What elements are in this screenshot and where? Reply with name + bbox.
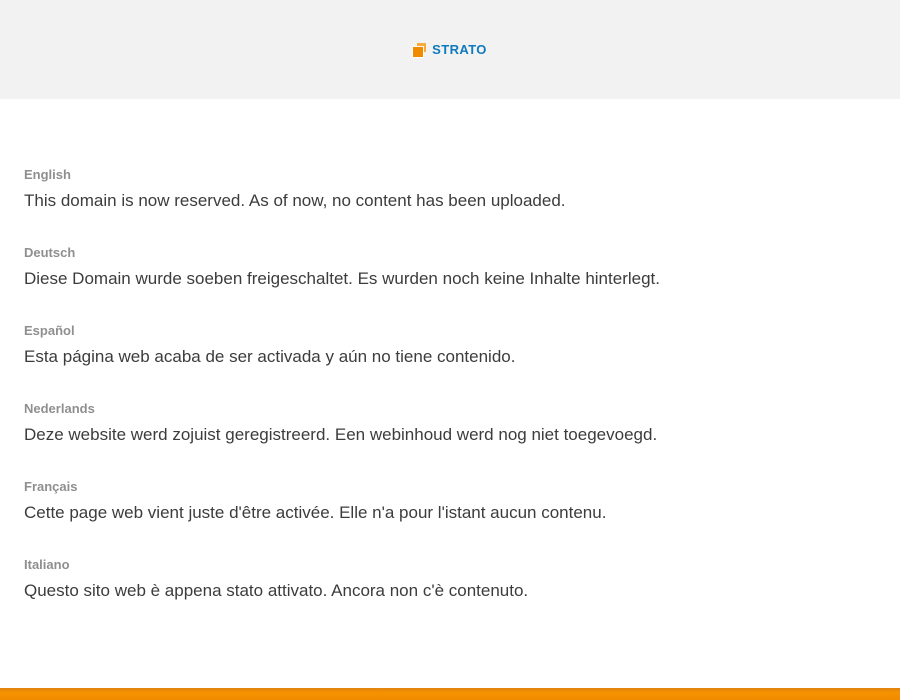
language-section-espanol xyxy=(24,323,876,369)
language-message: Questo sito web è appena stato attivato. Ancora non c'è contenuto. xyxy=(24,581,529,600)
language-message: Deze website werd zojuist geregistreerd. Een webinhoud werd nog niet toegevoegd. xyxy=(24,425,658,444)
strato-logo[interactable] xyxy=(413,43,487,57)
language-section-deutsch xyxy=(24,245,876,291)
language-message: Esta página web acaba de ser activada y aún no tiene contenido. xyxy=(24,347,516,366)
page-header xyxy=(0,0,900,99)
language-message: Diese Domain wurde soeben freigeschaltet. Es wurden noch keine Inhalte hinterlegt. xyxy=(24,269,660,288)
language-section-italiano xyxy=(24,557,876,603)
language-label: Deutsch xyxy=(24,245,76,260)
language-message: Cette page web vient juste d'être activée. Elle n'a pour l'istant aucun contenu. xyxy=(24,503,607,522)
language-label: Español xyxy=(24,323,75,338)
language-messages xyxy=(0,99,900,603)
language-label: English xyxy=(24,167,71,182)
language-message: This domain is now reserved. As of now, no content has been uploaded. xyxy=(24,191,566,210)
language-label: Français xyxy=(24,479,78,494)
strato-squares-icon xyxy=(413,43,427,57)
language-section-nederlands xyxy=(24,401,876,447)
language-label: Nederlands xyxy=(24,401,95,416)
footer-orange-bar xyxy=(0,688,900,700)
language-section-francais xyxy=(24,479,876,525)
strato-logo-text: STRATO xyxy=(432,41,487,57)
language-label: Italiano xyxy=(24,557,70,572)
language-section-english xyxy=(24,167,876,213)
